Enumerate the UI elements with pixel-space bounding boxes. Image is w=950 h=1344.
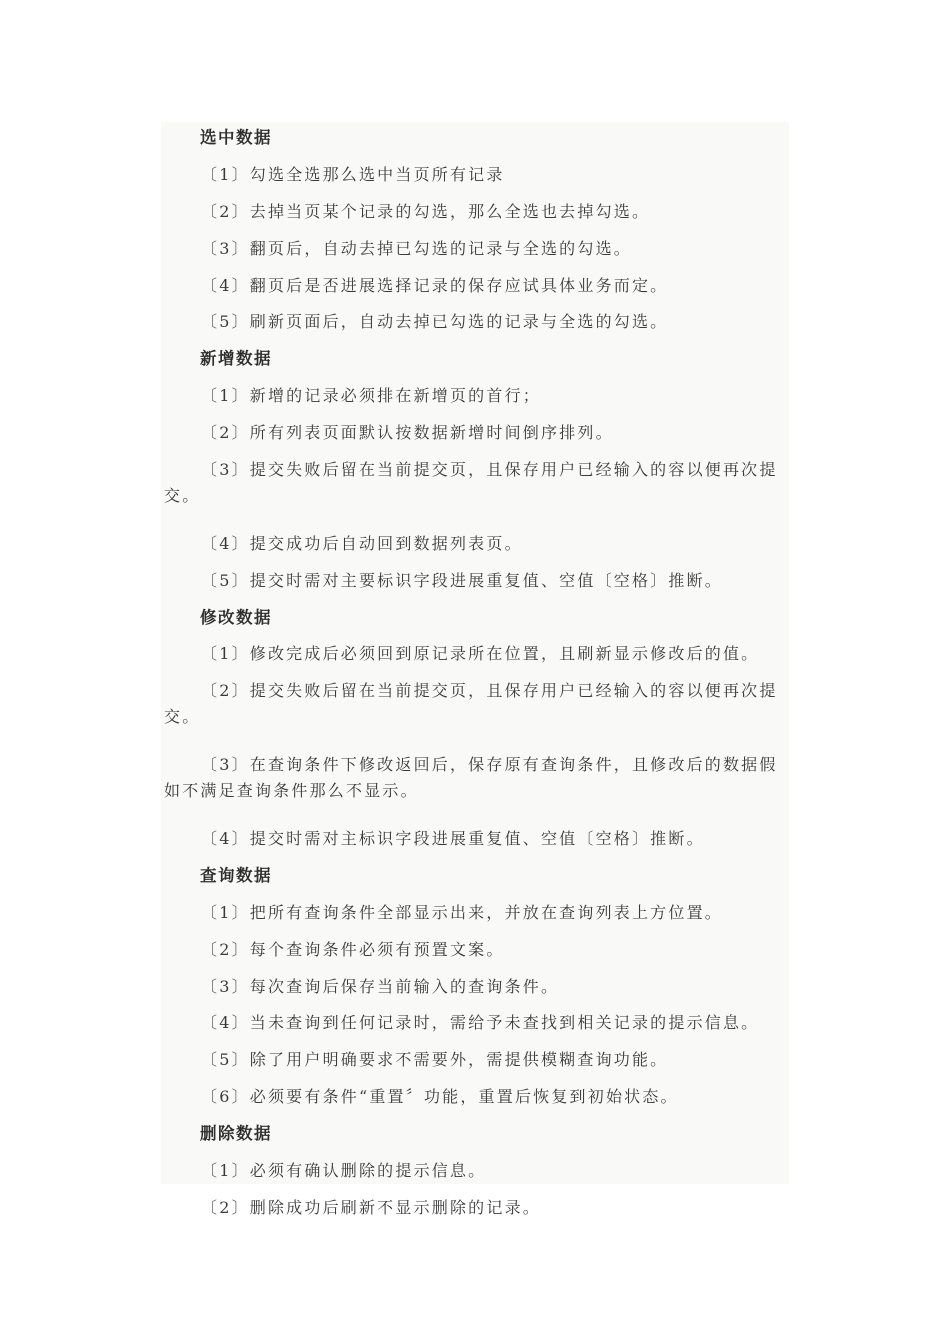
list-item: 〔5〕刷新页面后，自动去掉已勾选的记录与全选的勾选。 [201, 312, 669, 332]
section-heading: 查询数据 [200, 865, 272, 885]
list-item: 〔3〕在查询条件下修改返回后，保存原有查询条件，且修改后的数据假如不满足查询条件那么不显示。 [164, 755, 778, 801]
list-item: 〔1〕必须有确认删除的提示信息。 [201, 1160, 487, 1180]
list-item: 〔1〕把所有查询条件全部显示出来，并放在查询列表上方位置。 [201, 902, 723, 922]
list-item: 〔2〕删除成功后刷新不显示删除的记录。 [201, 1197, 541, 1217]
list-item: 〔2〕所有列表页面默认按数据新增时间倒序排列。 [201, 423, 614, 443]
list-item: 〔4〕提交成功后自动回到数据列表页。 [201, 533, 523, 553]
list-item: 〔2〕每个查询条件必须有预置文案。 [201, 939, 505, 959]
section-heading: 选中数据 [200, 128, 272, 147]
list-item: 〔4〕提交时需对主标识字段进展重复值、空值〔空格〕推断。 [201, 828, 705, 848]
list-item: 〔4〕当未查询到任何记录时，需给予未查找到相关记录的提示信息。 [201, 1013, 760, 1033]
list-item: 〔3〕提交失败后留在当前提交页，且保存用户已经输入的容以便再次提交。 [164, 460, 778, 506]
section-heading: 新增数据 [200, 349, 272, 369]
list-item: 〔5〕除了用户明确要求不需要外，需提供模糊查询功能。 [201, 1050, 669, 1070]
list-item: 〔2〕提交失败后留在当前提交页，且保存用户已经输入的容以便再次提交。 [164, 681, 778, 727]
section-heading: 修改数据 [200, 607, 272, 627]
list-item: 〔4〕翻页后是否进展选择记录的保存应试具体业务而定。 [201, 275, 669, 295]
list-item: 〔1〕勾选全选那么选中当页所有记录 [201, 164, 505, 184]
section-heading: 删除数据 [200, 1124, 272, 1144]
list-item: 〔1〕新增的记录必须排在新增页的首行； [201, 386, 541, 406]
list-item: 〔6〕必须要有条件“重置〞功能，重置后恢复到初始状态。 [201, 1087, 679, 1107]
list-item: 〔5〕提交时需对主要标识字段进展重复值、空值〔空格〕推断。 [201, 570, 723, 590]
list-item: 〔3〕每次查询后保存当前输入的查询条件。 [201, 976, 560, 996]
document-content [164, 125, 786, 1232]
list-item: 〔2〕去掉当页某个记录的勾选，那么全选也去掉勾选。 [201, 201, 651, 221]
list-item: 〔3〕翻页后，自动去掉已勾选的记录与全选的勾选。 [201, 238, 632, 258]
list-item: 〔1〕修改完成后必须回到原记录所在位置，且刷新显示修改后的值。 [201, 644, 760, 664]
